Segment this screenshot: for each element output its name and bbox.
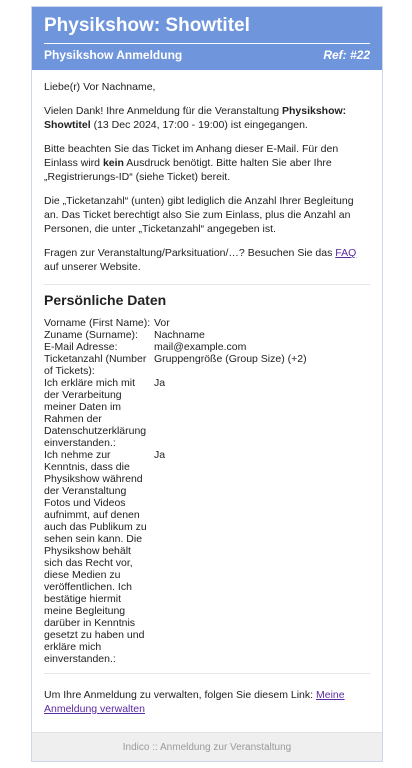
- table-row: [44, 377, 370, 449]
- divider: [44, 284, 370, 285]
- greeting: Liebe(r) Vor Nachname,: [44, 81, 156, 93]
- header-subbar: [44, 43, 370, 62]
- email-footer: Indico :: Anmeldung zur Veranstaltung: [32, 732, 382, 761]
- personal-data-heading: Persönliche Daten: [44, 292, 167, 308]
- field-label: Ticketanzahl (Number of Tickets):: [44, 353, 147, 377]
- table-row: [44, 449, 370, 665]
- email-header: [32, 7, 382, 70]
- field-label: E-Mail Adresse:: [44, 341, 118, 353]
- field-label: Vorname (First Name):: [44, 317, 151, 329]
- emphasis-kein: kein: [102, 157, 124, 169]
- faq-paragraph: Fragen zur Veranstaltung/Parksituation/…? Besuchen Sie das FAQ auf unserer Website.: [44, 247, 357, 273]
- ticket-info-paragraph: Bitte beachten Sie das Ticket im Anhang dieser E-Mail. Für den Einlass wird kein Ausdruck benötigt. Bitte halten Sie aber Ihre „Registrierungs-ID“ (siehe Ticket) bereit.: [44, 143, 339, 183]
- divider: [44, 673, 370, 674]
- email-frame: [31, 6, 383, 762]
- field-value: Gruppengröße (Group Size) (+2): [154, 353, 307, 365]
- confirmation-paragraph: Vielen Dank! Ihre Anmeldung für die Veranstaltung Physikshow: Showtitel (13 Dec 2024, 17:00 - 19:00) ist eingegangen.: [44, 105, 347, 131]
- manage-registration: Um Ihre Anmeldung zu verwalten, folgen Sie diesem Link: Meine Anmeldung verwalten: [44, 689, 345, 715]
- faq-link[interactable]: FAQ: [335, 247, 357, 259]
- manage-registration-link[interactable]: Meine Anmeldung verwalten: [44, 689, 345, 715]
- personal-data-table: [44, 317, 370, 665]
- field-value: Ja: [154, 449, 166, 461]
- email-content: [32, 70, 382, 726]
- ticket-count-paragraph: Die „Ticketanzahl“ (unten) gibt lediglich die Anzahl Ihrer Begleitung an. Das Ticket berechtigt also Sie zum Einlass, plus die Anzahl an Personen, die unter „Ticketanzahl“ angegeben ist.: [44, 195, 354, 235]
- table-row: [44, 317, 370, 329]
- field-label: Ich nehme zur Kenntnis, dass die Physikshow während der Veranstaltung Fotos und Videos aufnimmt, auf denen auch das Publikum zu sehen sein kann. Die Physikshow behält sich das Recht vor, diese Medien zu veröffentlichen. Ich bestätige hiermit meine Begleitung darüber in Kenntnis gesetzt zu haben und erkläre mich einverstanden.:: [44, 449, 147, 665]
- field-label: Zuname (Surname):: [44, 329, 138, 341]
- registration-subtitle: Physikshow Anmeldung: [44, 48, 183, 62]
- reference-number: Ref: #22: [323, 48, 370, 62]
- field-value: Nachname: [154, 329, 205, 341]
- field-label: Ich erkläre mich mit der Verarbeitung meiner Daten im Rahmen der Datenschutzerklärung einverstanden.:: [44, 377, 147, 449]
- field-value: mail@example.com: [154, 341, 247, 353]
- event-name: Physikshow: Showtitel: [44, 105, 347, 131]
- table-row: [44, 341, 370, 353]
- event-title: Physikshow: Showtitel: [44, 15, 250, 36]
- table-row: [44, 329, 370, 341]
- field-value: Ja: [154, 377, 166, 389]
- field-value: Vor: [154, 317, 170, 329]
- table-row: [44, 353, 370, 377]
